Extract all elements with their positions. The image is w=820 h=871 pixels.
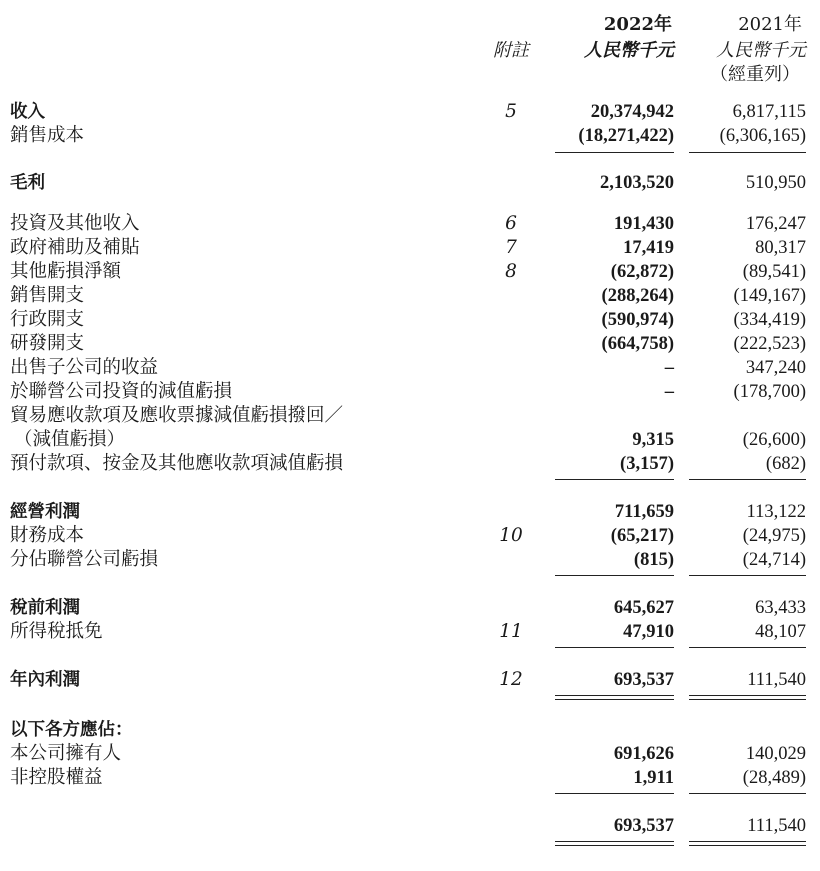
row-label: 本公司擁有人 — [10, 743, 122, 764]
row-current: 1,911 — [633, 768, 674, 788]
row-prior: (178,700) — [733, 382, 806, 402]
row-current: (18,271,422) — [578, 126, 674, 146]
row-current: 17,419 — [623, 238, 674, 258]
row-label: 出售子公司的收益 — [10, 357, 159, 378]
prior-restated-note: （經重列） — [710, 64, 800, 85]
subtotal-rule — [689, 575, 806, 576]
row-current: (664,758) — [601, 334, 674, 354]
total-double-rule — [689, 695, 806, 700]
row-label: （減值虧損） — [14, 429, 126, 450]
row-prior: (24,714) — [742, 550, 806, 570]
subtotal-rule — [689, 479, 806, 480]
row-label: 稅前利潤 — [10, 598, 80, 618]
row-prior: (222,523) — [733, 334, 806, 354]
row-current: 693,537 — [613, 670, 674, 690]
row-label: 以下各方應佔： — [10, 720, 133, 740]
row-note: 12 — [499, 669, 523, 690]
row-prior: (334,419) — [733, 310, 806, 330]
subtotal-rule — [555, 793, 674, 794]
row-label: 收入 — [10, 102, 45, 122]
row-prior: (26,600) — [742, 430, 806, 450]
row-prior: (28,489) — [742, 768, 806, 788]
row-label: 其他虧損淨額 — [10, 261, 122, 282]
row-prior: 48,107 — [755, 622, 806, 642]
row-prior: 63,433 — [755, 598, 806, 618]
subtotal-rule — [689, 647, 806, 648]
row-note: 11 — [499, 621, 523, 642]
row-label: 投資及其他收入 — [10, 213, 140, 234]
row-current: 711,659 — [614, 502, 674, 522]
row-label: 銷售開支 — [10, 285, 85, 306]
row-note: 6 — [505, 213, 517, 234]
row-label: 政府補助及補貼 — [10, 237, 140, 258]
current-year-header: 2022年 — [603, 14, 672, 35]
total-double-rule — [555, 695, 674, 700]
row-prior: (6,306,165) — [719, 126, 806, 146]
row-current: (590,974) — [601, 310, 674, 330]
row-prior: (682) — [765, 454, 806, 474]
subtotal-rule — [689, 152, 806, 153]
row-current: 191,430 — [613, 214, 674, 234]
row-label: 年內利潤 — [10, 670, 80, 690]
row-label: 研發開支 — [10, 333, 85, 354]
row-label: 分佔聯營公司虧損 — [10, 549, 159, 570]
row-prior: 80,317 — [755, 238, 806, 258]
row-label: 貿易應收款項及應收票據減值虧損撥回／ — [10, 405, 344, 426]
row-label: 於聯營公司投資的減值虧損 — [10, 381, 233, 402]
row-current: 645,627 — [613, 598, 674, 618]
row-note: 7 — [505, 237, 517, 258]
row-note: 5 — [505, 101, 517, 122]
row-prior: (149,167) — [733, 286, 806, 306]
row-label: 預付款項、按金及其他應收款項減值虧損 — [10, 453, 344, 474]
row-current: – — [664, 358, 674, 378]
row-current: (62,872) — [610, 262, 674, 282]
row-label: 經營利潤 — [10, 502, 80, 522]
subtotal-rule — [555, 647, 674, 648]
row-current: 693,537 — [613, 816, 674, 836]
total-double-rule — [689, 841, 806, 846]
row-prior: 176,247 — [745, 214, 806, 234]
row-label: 毛利 — [10, 173, 45, 193]
row-current: 2,103,520 — [600, 173, 674, 193]
row-prior: 111,540 — [747, 670, 806, 690]
row-prior: (24,975) — [742, 526, 806, 546]
row-prior: 140,029 — [745, 744, 806, 764]
note-header: 附註 — [493, 40, 529, 61]
row-current: (65,217) — [610, 526, 674, 546]
row-current: – — [664, 382, 674, 402]
row-prior: 6,817,115 — [732, 102, 806, 122]
row-label: 非控股權益 — [10, 767, 103, 788]
row-current: 47,910 — [623, 622, 674, 642]
row-label: 所得稅抵免 — [10, 621, 103, 642]
prior-year-header: 2021年 — [738, 14, 802, 35]
row-prior: 113,122 — [746, 502, 806, 522]
row-label: 行政開支 — [10, 309, 85, 330]
row-current: (3,157) — [620, 454, 674, 474]
row-prior: 510,950 — [745, 173, 806, 193]
row-label: 銷售成本 — [10, 125, 85, 146]
row-current: (288,264) — [601, 286, 674, 306]
row-prior: 111,540 — [747, 816, 806, 836]
total-double-rule — [555, 841, 674, 846]
prior-unit-header: 人民幣千元 — [716, 40, 806, 61]
subtotal-rule — [555, 575, 674, 576]
row-current: (815) — [633, 550, 674, 570]
row-label: 財務成本 — [10, 525, 85, 546]
row-current: 9,315 — [632, 430, 674, 450]
row-current: 20,374,942 — [590, 102, 674, 122]
subtotal-rule — [689, 793, 806, 794]
subtotal-rule — [555, 152, 674, 153]
row-current: 691,626 — [613, 744, 674, 764]
row-prior: (89,541) — [742, 262, 806, 282]
row-note: 8 — [505, 261, 517, 282]
row-note: 10 — [499, 525, 523, 546]
current-unit-header: 人民幣千元 — [584, 40, 674, 61]
row-prior: 347,240 — [745, 358, 806, 378]
subtotal-rule — [555, 479, 674, 480]
